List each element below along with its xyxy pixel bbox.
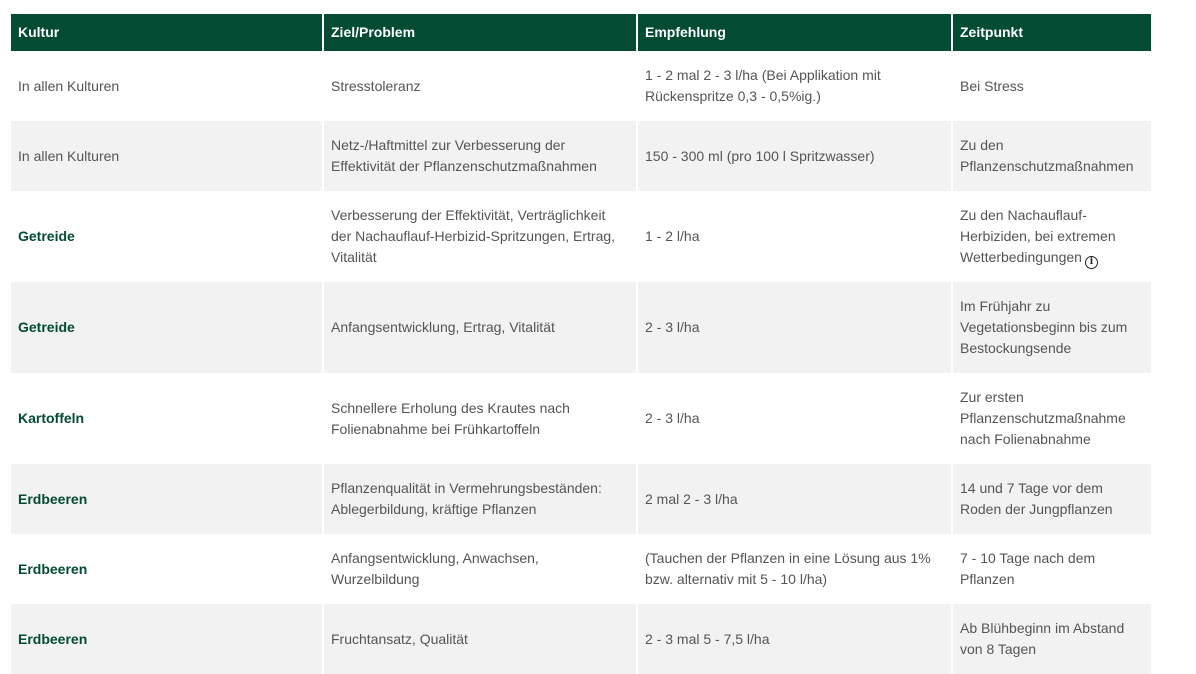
cell-empfehlung: 1 - 2 mal 2 - 3 l/ha (Bei Applikation mit Rückenspritze 0,3 - 0,5%ig.): [638, 51, 953, 121]
cell-ziel: Stresstoleranz: [324, 51, 638, 121]
cell-empfehlung: (Tauchen der Pflanzen in eine Lösung aus 1% bzw. alternativ mit 5 - 10 l/ha): [638, 534, 953, 604]
cell-empfehlung: 2 - 3 mal 5 - 7,5 l/ha: [638, 604, 953, 674]
header-zeitpunkt: Zeitpunkt: [953, 14, 1151, 51]
cell-ziel: Anfangsentwicklung, Ertrag, Vitalität: [324, 282, 638, 373]
cell-zeitpunkt: Ab Blühbeginn im Abstand von 8 Tagen: [953, 604, 1151, 674]
table-row: [11, 373, 1151, 464]
header-kultur: Kultur: [11, 14, 324, 51]
header-ziel-problem: Ziel/Problem: [324, 14, 638, 51]
cell-kultur: Erdbeeren: [11, 534, 324, 604]
table-row: [11, 464, 1151, 534]
cell-kultur: In allen Kulturen: [11, 121, 324, 191]
cell-empfehlung: 2 mal 2 - 3 l/ha: [638, 464, 953, 534]
cell-kultur: Erdbeeren: [11, 604, 324, 674]
table-row: [11, 534, 1151, 604]
table-row: [11, 604, 1151, 674]
cell-zeitpunkt: Bei Stress: [953, 51, 1151, 121]
cell-zeitpunkt: [953, 191, 1151, 282]
header-row: [11, 14, 1151, 51]
cell-ziel: Schnellere Erholung des Krautes nach Folienabnahme bei Frühkartoffeln: [324, 373, 638, 464]
cell-ziel: Anfangsentwicklung, Anwachsen, Wurzelbildung: [324, 534, 638, 604]
cell-kultur: Erdbeeren: [11, 464, 324, 534]
table-header: [11, 14, 1151, 51]
table-row: [11, 282, 1151, 373]
cell-empfehlung: 2 - 3 l/ha: [638, 373, 953, 464]
cell-zeitpunkt: 7 - 10 Tage nach dem Pflanzen: [953, 534, 1151, 604]
header-empfehlung: Empfehlung: [638, 14, 953, 51]
cell-kultur: Getreide: [11, 191, 324, 282]
cell-zeitpunkt: Zur ersten Pflanzenschutzmaßnahme nach Folienabnahme: [953, 373, 1151, 464]
cell-ziel: Fruchtansatz, Qualität: [324, 604, 638, 674]
cell-zeitpunkt: Zu den Pflanzenschutzmaßnahmen: [953, 121, 1151, 191]
cell-empfehlung: 2 - 3 l/ha: [638, 282, 953, 373]
cell-ziel: Verbesserung der Effektivität, Verträglichkeit der Nachauflauf-Herbizid-Spritzungen, Ertrag, Vitalität: [324, 191, 638, 282]
info-circle-icon[interactable]: i: [1085, 256, 1098, 269]
recommendation-table: [11, 14, 1151, 674]
cell-zeitpunkt: 14 und 7 Tage vor dem Roden der Jungpflanzen: [953, 464, 1151, 534]
cell-ziel: Netz-/Haftmittel zur Verbesserung der Effektivität der Pflanzenschutzmaßnahmen: [324, 121, 638, 191]
table-body: [11, 51, 1151, 674]
cell-zeitpunkt: Im Frühjahr zu Vegetationsbeginn bis zum Bestockungsende: [953, 282, 1151, 373]
cell-empfehlung: 150 - 300 ml (pro 100 l Spritzwasser): [638, 121, 953, 191]
cell-empfehlung: 1 - 2 l/ha: [638, 191, 953, 282]
cell-ziel: Pflanzenqualität in Vermehrungsbeständen: Ablegerbildung, kräftige Pflanzen: [324, 464, 638, 534]
cell-kultur: Getreide: [11, 282, 324, 373]
table-row: [11, 121, 1151, 191]
cell-zeitpunkt-text: Zu den Nachauflauf-Herbiziden, bei extremen Wetterbedingungen: [960, 206, 1116, 265]
cell-kultur: In allen Kulturen: [11, 51, 324, 121]
table-row: [11, 51, 1151, 121]
cell-kultur: Kartoffeln: [11, 373, 324, 464]
table-row: [11, 191, 1151, 282]
